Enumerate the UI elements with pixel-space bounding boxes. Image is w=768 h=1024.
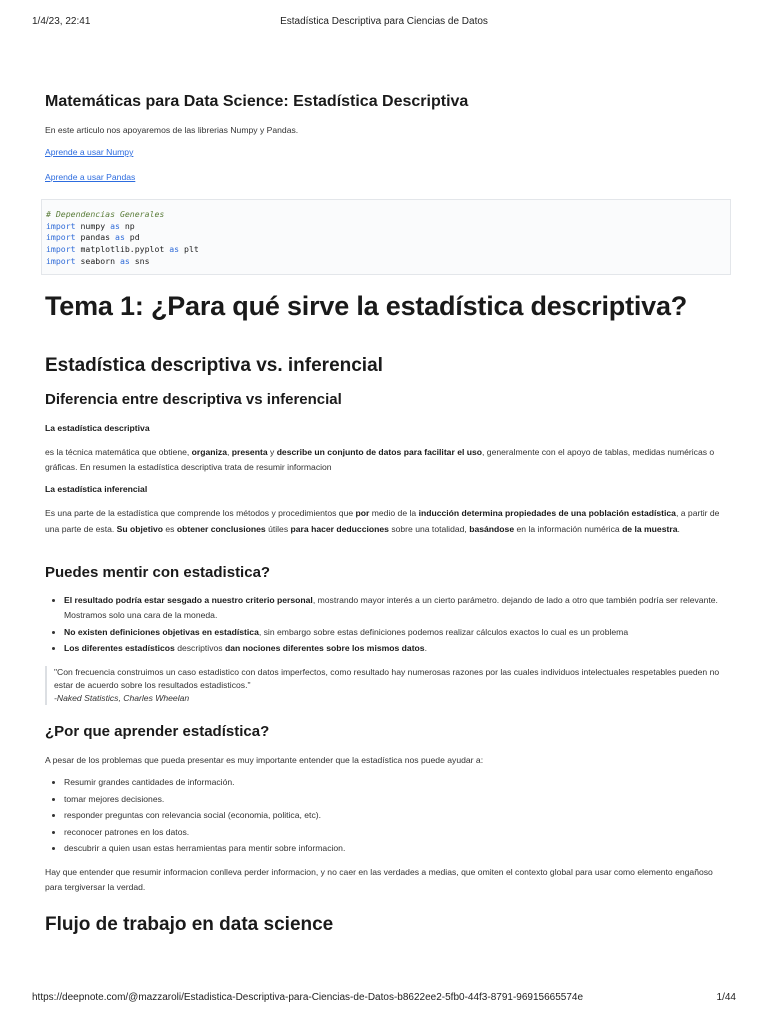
diff-title: Diferencia entre descriptiva vs inferencial [45,391,342,408]
mentir-title: Puedes mentir con estadistica? [45,564,271,581]
desc-paragraph: es la técnica matemática que obtiene, organiza, presenta y describe un conjunto de datos para facilitar el uso, generalmente con el apoyo de tablas, medidas numéricas o gráficas. En resumen la estadística descriptiva trata de resumir informacion [45,447,715,472]
tema-subtitle: Estadística descriptiva vs. inferencial [45,355,383,376]
aprender-outro: Hay que entender que resumir informacion conlleva perder informacion, y no caer en las verdades a medias, que omiten el contexto global para usar como elemento engañoso para tergiversar la verdad. [45,867,713,892]
desc-label: La estadística descriptiva [45,423,150,433]
list-item: • No existen definiciones objetivas en estadística, sin embargo sobre estas definiciones podemos realizar cálculos exactos lo cual es un problema [64,625,742,640]
list-item: • tomar mejores decisiones. [64,792,742,807]
blockquote [45,666,723,705]
list-item: • descubrir a quien usan estas herramientas para mentir sobre informacion. [64,841,742,856]
list-item: • Los diferentes estadísticos descriptivos dan nociones diferentes sobre los mismos datos. [64,641,742,656]
link-pandas[interactable]: Aprende a usar Pandas [45,172,136,182]
quote-cite: -Naked Statistics, Charles Wheelan [54,693,190,703]
mentir-list [45,593,742,658]
print-date: 1/4/23, 22:41 [32,16,91,27]
code-cell[interactable] [41,199,731,275]
inf-label: La estadística inferencial [45,484,148,494]
code-line: import matplotlib.pyplot as plt [46,244,199,255]
quote-text: "Con frecuencia construimos un caso estadistico con datos imperfectos, como resultado hay numerosas razones por las cuales individuos intelectuales respetables pueden no estar de acuerdo sobre los resultados estadisticos." [54,667,720,690]
print-footer [32,992,736,1006]
page-number: 1/44 [716,992,736,1003]
code-line: import seaborn as sns [46,255,150,266]
intro-title: Matemáticas para Data Science: Estadística Descriptiva [45,93,469,110]
list-item: • responder preguntas con relevancia social (economia, politica, etc). [64,808,742,823]
aprender-intro: A pesar de los problemas que pueda presentar es muy importante entender que la estadística nos puede ayudar a: [45,755,484,765]
list-item: • Resumir grandes cantidades de información. [64,775,742,790]
print-header [32,16,736,30]
list-item: • El resultado podría estar sesgado a nuestro criterio personal, mostrando mayor interés a un cierto parámetro. dejando de lado a otro que también podría ser relevante. Mostramos solo una cara de la moneda. [64,593,742,623]
tema-title: Tema 1: ¿Para qué sirve la estadística descriptiva? [45,291,688,321]
aprender-title: ¿Por que aprender estadística? [45,723,270,740]
inf-paragraph: Es una parte de la estadística que comprende los métodos y procedimientos que por medio de la inducción determina propiedades de una población estadística, a partir de una parte de esta. Su objetivo es obtener conclusiones útiles para hacer deducciones sobre una totalidad, basándose en la información numérica de la muestra. [45,508,720,534]
code-line: import numpy as np [46,220,135,231]
print-title: Estadística Descriptiva para Ciencias de Datos [280,16,488,27]
code-line: import pandas as pd [46,232,140,243]
aprender-list [45,775,742,858]
link-numpy[interactable]: Aprende a usar Numpy [45,147,134,157]
print-url: https://deepnote.com/@mazzaroli/Estadistica-Descriptiva-para-Ciencias-de-Datos-b8622ee2-5fb0-44f3-8791-96915665574e [32,992,584,1003]
flujo-title: Flujo de trabajo en data science [45,914,334,935]
code-comment: # Dependencias Generales [46,209,165,219]
list-item: • reconocer patrones en los datos. [64,825,742,840]
intro-text: En este articulo nos apoyaremos de las librerias Numpy y Pandas. [45,125,299,135]
